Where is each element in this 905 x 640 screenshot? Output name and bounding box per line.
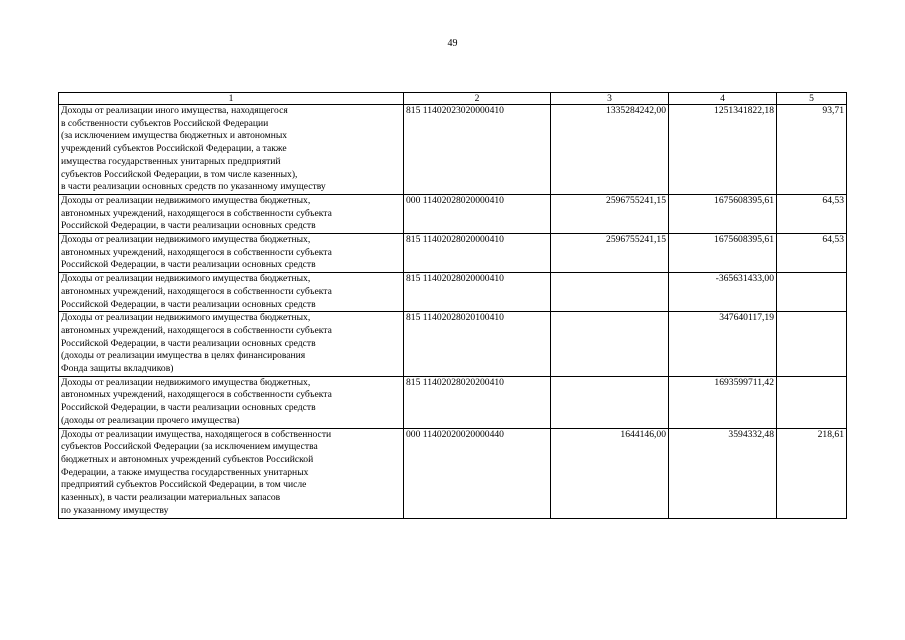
budget-classification-code: 815 11402023020000410: [404, 105, 551, 195]
budget-classification-code: 815 11402028020000410: [404, 273, 551, 312]
row-description: [59, 312, 404, 377]
description-line: субъектов Российской Федерации, в том числе казенных),: [61, 168, 298, 180]
description-line: Фонда защиты вкладчиков): [61, 363, 174, 375]
table-row: [59, 376, 847, 428]
table-row: [59, 105, 847, 195]
executed-amount: 1251341822,18: [669, 105, 777, 195]
description-line: казенных), в части реализации материальных запасов: [61, 492, 281, 504]
execution-percent: 218,61: [777, 428, 847, 518]
description-line: Российской Федерации, в части реализации основных средств: [61, 220, 316, 232]
description-line: автономных учреждений, находящегося в собственности субъекта: [61, 285, 332, 297]
executed-amount: 347640117,19: [669, 312, 777, 377]
row-description: [59, 234, 404, 273]
description-line: автономных учреждений, находящегося в собственности субъекта: [61, 389, 332, 401]
description-line: Доходы от реализации недвижимого имущества бюджетных,: [61, 234, 311, 246]
executed-amount: 1675608395,61: [669, 234, 777, 273]
executed-amount: 1693599711,42: [669, 376, 777, 428]
table-row: [59, 312, 847, 377]
description-line: Доходы от реализации недвижимого имущества бюджетных,: [61, 273, 311, 285]
description-line: автономных учреждений, находящегося в собственности субъекта: [61, 207, 332, 219]
executed-amount: -365631433,00: [669, 273, 777, 312]
description-line: Федерации, а также имущества государственных унитарных: [61, 466, 309, 478]
description-line: Российской Федерации, в части реализации основных средств: [61, 259, 316, 271]
execution-percent: [777, 312, 847, 377]
description-line: бюджетных и автономных учреждений субъектов Российской: [61, 453, 314, 465]
description-line: учреждений субъектов Российской Федерации, а также: [61, 143, 287, 155]
row-description: [59, 376, 404, 428]
description-line: в собственности субъектов Российской Федерации: [61, 117, 269, 129]
execution-percent: [777, 376, 847, 428]
description-line: Российской Федерации, в части реализации основных средств: [61, 402, 316, 414]
table-row: [59, 194, 847, 233]
planned-amount: 2596755241,15: [551, 194, 669, 233]
description-line: Российской Федерации, в части реализации основных средств: [61, 337, 316, 349]
table-row: [59, 273, 847, 312]
row-description: [59, 194, 404, 233]
table-header-row: [59, 93, 847, 105]
execution-percent: 93,71: [777, 105, 847, 195]
description-line: (доходы от реализации прочего имущества): [61, 414, 240, 426]
row-description: [59, 273, 404, 312]
description-line: (за исключением имущества бюджетных и автономных: [61, 130, 288, 142]
description-line: Доходы от реализации иного имущества, находящегося: [61, 105, 288, 116]
description-line: (доходы от реализации имущества в целях финансирования: [61, 350, 306, 362]
column-header-3: 3: [551, 93, 669, 105]
column-header-1: 1: [59, 93, 404, 105]
table-row: [59, 234, 847, 273]
description-line: автономных учреждений, находящегося в собственности субъекта: [61, 246, 332, 258]
description-line: Доходы от реализации имущества, находящегося в собственности: [61, 428, 332, 440]
revenue-table: [58, 92, 847, 519]
row-description: [59, 428, 404, 518]
execution-percent: 64,53: [777, 234, 847, 273]
planned-amount: [551, 376, 669, 428]
description-line: имущества государственных унитарных предприятий: [61, 155, 281, 167]
budget-classification-code: 000 11402028020000410: [404, 194, 551, 233]
planned-amount: 2596755241,15: [551, 234, 669, 273]
description-line: Доходы от реализации недвижимого имущества бюджетных,: [61, 312, 311, 324]
column-header-4: 4: [669, 93, 777, 105]
planned-amount: 1335284242,00: [551, 105, 669, 195]
planned-amount: 1644146,00: [551, 428, 669, 518]
column-header-2: 2: [404, 93, 551, 105]
budget-classification-code: 815 11402028020100410: [404, 312, 551, 377]
description-line: Доходы от реализации недвижимого имущества бюджетных,: [61, 194, 311, 206]
table-body: [59, 105, 847, 519]
budget-classification-code: 000 11402020020000440: [404, 428, 551, 518]
description-line: предприятий субъектов Российской Федерации, в том числе: [61, 479, 307, 491]
planned-amount: [551, 312, 669, 377]
description-line: Российской Федерации, в части реализации основных средств: [61, 298, 316, 310]
budget-classification-code: 815 11402028020000410: [404, 234, 551, 273]
description-line: Доходы от реализации недвижимого имущества бюджетных,: [61, 376, 311, 388]
execution-percent: 64,53: [777, 194, 847, 233]
description-line: в части реализации основных средств по указанному имуществу: [61, 181, 326, 193]
description-line: автономных учреждений, находящегося в собственности субъекта: [61, 324, 332, 336]
executed-amount: 1675608395,61: [669, 194, 777, 233]
page-number: 49: [447, 38, 458, 49]
planned-amount: [551, 273, 669, 312]
description-line: субъектов Российской Федерации (за исключением имущества: [61, 441, 318, 453]
description-line: по указанному имуществу: [61, 504, 169, 516]
column-header-5: 5: [777, 93, 847, 105]
executed-amount: 3594332,48: [669, 428, 777, 518]
table-row: [59, 428, 847, 518]
budget-classification-code: 815 11402028020200410: [404, 376, 551, 428]
execution-percent: [777, 273, 847, 312]
row-description: [59, 105, 404, 195]
